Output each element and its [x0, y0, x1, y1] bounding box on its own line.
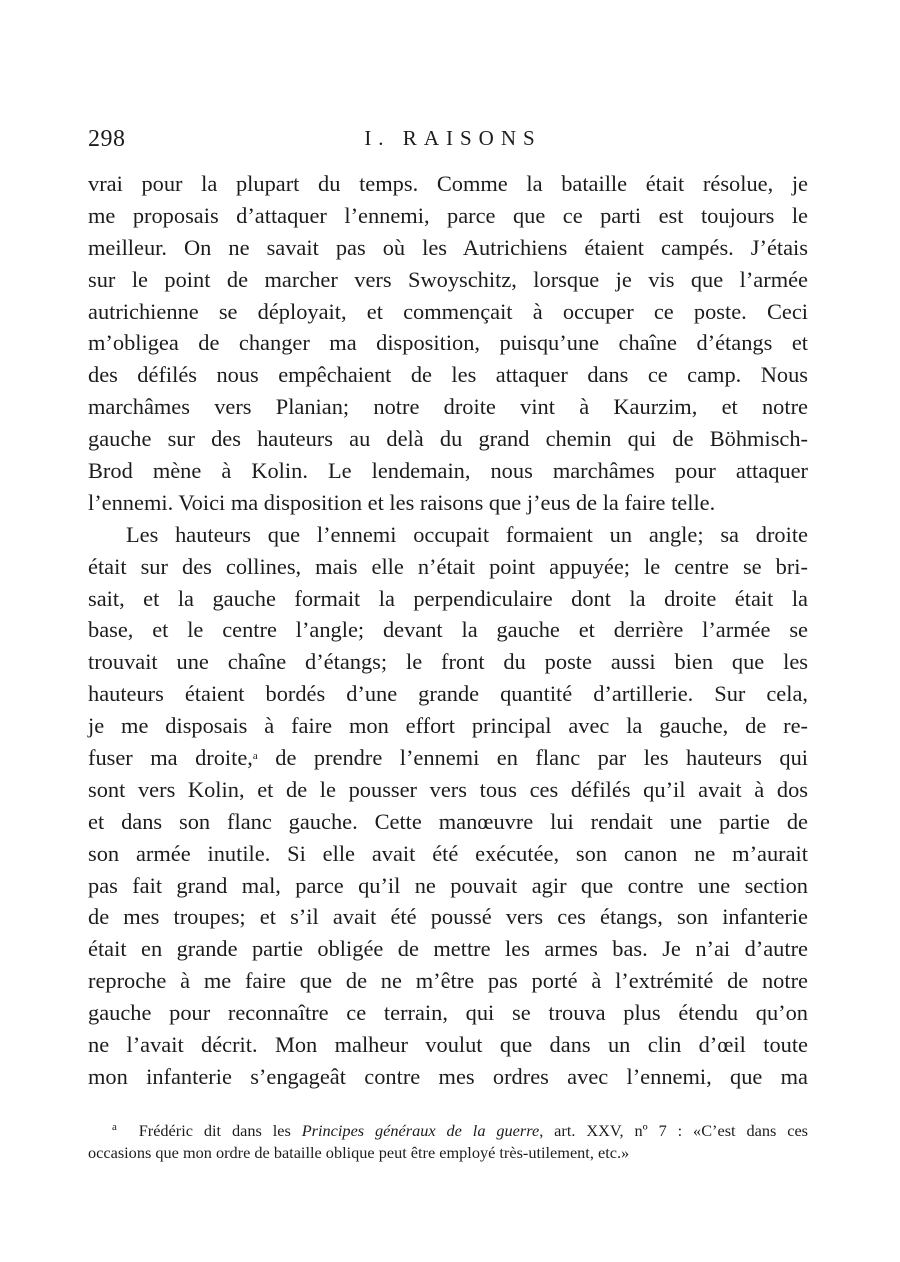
- text-line: reproche à me faire que de ne m’être pas porté à l’extrémité de notre: [88, 968, 808, 994]
- text-line: hauteurs étaient bordés d’une grande quantité d’artillerie. Sur cela,: [88, 681, 808, 707]
- footnote-line: [88, 1120, 808, 1142]
- footnote-marker: a: [112, 1121, 117, 1133]
- text-line: vrai pour la plupart du temps. Comme la bataille était résolue, je: [88, 171, 808, 196]
- text-line: l’ennemi. Voici ma disposition et les raisons que j’eus de la faire telle.: [88, 489, 716, 515]
- text-line: sont vers Kolin, et de le pousser vers tous ces défilés qu’il avait à dos: [88, 776, 808, 802]
- text-line: ne l’avait décrit. Mon malheur voulut que dans un clin d’œil toute: [88, 1032, 808, 1058]
- text-line: je me disposais à faire mon effort principal avec la gauche, de re-: [88, 713, 808, 739]
- text-line: pas fait grand mal, parce qu’il ne pouvait agir que contre une section: [88, 872, 808, 898]
- running-title: I. RAISONS: [364, 126, 542, 150]
- text-line: était sur des collines, mais elle n’était point appuyée; le centre se bri-: [88, 553, 808, 579]
- text-line-with-footnote-ref: [88, 742, 808, 774]
- text-line: sait, et la gauche formait la perpendiculaire dont la droite était la: [88, 585, 808, 611]
- footnote-text: , art. XXV, nº 7 : «C’est dans ces: [539, 1121, 809, 1140]
- text-line: meilleur. On ne savait pas où les Autrichiens étaient campés. J’étais: [88, 234, 808, 260]
- footnote-text: Frédéric dit dans les: [138, 1121, 291, 1140]
- footnote-line: occasions que mon ordre de bataille oblique peut être employé très-utilement, etc.»: [88, 1143, 630, 1162]
- text-line: gauche sur des hauteurs au delà du grand chemin qui de Böhmisch-: [88, 426, 808, 452]
- text-line: autrichienne se déployait, et commençait à occuper ce poste. Ceci: [88, 298, 808, 324]
- text-line: Brod mène à Kolin. Le lendemain, nous marchâmes pour attaquer: [88, 458, 808, 484]
- footnote-reference: a: [252, 750, 258, 763]
- main-text: [88, 168, 808, 1093]
- text-line: mon infanterie s’engageât contre mes ordres avec l’ennemi, que ma: [88, 1063, 808, 1089]
- text-line: base, et le centre l’angle; devant la gauche et derrière l’armée se: [88, 617, 808, 643]
- footnote-book-title: Principes généraux de la guerre: [301, 1121, 540, 1140]
- text-line: son armée inutile. Si elle avait été exécutée, son canon ne m’aurait: [88, 840, 808, 866]
- text-line: et dans son flanc gauche. Cette manœuvre lui rendait une partie de: [88, 808, 808, 834]
- text-line: m’obligea de changer ma disposition, puisqu’une chaîne d’étangs et: [88, 330, 808, 356]
- text-line: me proposais d’attaquer l’ennemi, parce que ce parti est toujours le: [88, 202, 808, 228]
- page-number: 298: [88, 126, 126, 152]
- text-line: gauche pour reconnaître ce terrain, qui se trouva plus étendu qu’on: [88, 1000, 808, 1026]
- text-line: était en grande partie obligée de mettre les armes bas. Je n’ai d’autre: [88, 936, 808, 962]
- text-line: sur le point de marcher vers Swoyschitz, lorsque je vis que l’armée: [88, 266, 808, 292]
- text-segment: fuser ma droite,: [88, 745, 253, 771]
- page-header: [88, 126, 808, 166]
- text-line: des défilés nous empêchaient de les attaquer dans ce camp. Nous: [88, 362, 808, 388]
- text-line: trouvait une chaîne d’étangs; le front du poste aussi bien que les: [88, 649, 808, 675]
- text-line: marchâmes vers Planian; notre droite vint à Kaurzim, et notre: [88, 394, 808, 420]
- footnote: [88, 1120, 808, 1164]
- text-line: de mes troupes; et s’il avait été poussé vers ces étangs, son infanterie: [88, 904, 808, 930]
- text-segment: de prendre l’ennemi en flanc par les hauteurs qui: [275, 745, 808, 771]
- paragraph-start-line: Les hauteurs que l’ennemi occupait formaient un angle; sa droite: [126, 521, 808, 547]
